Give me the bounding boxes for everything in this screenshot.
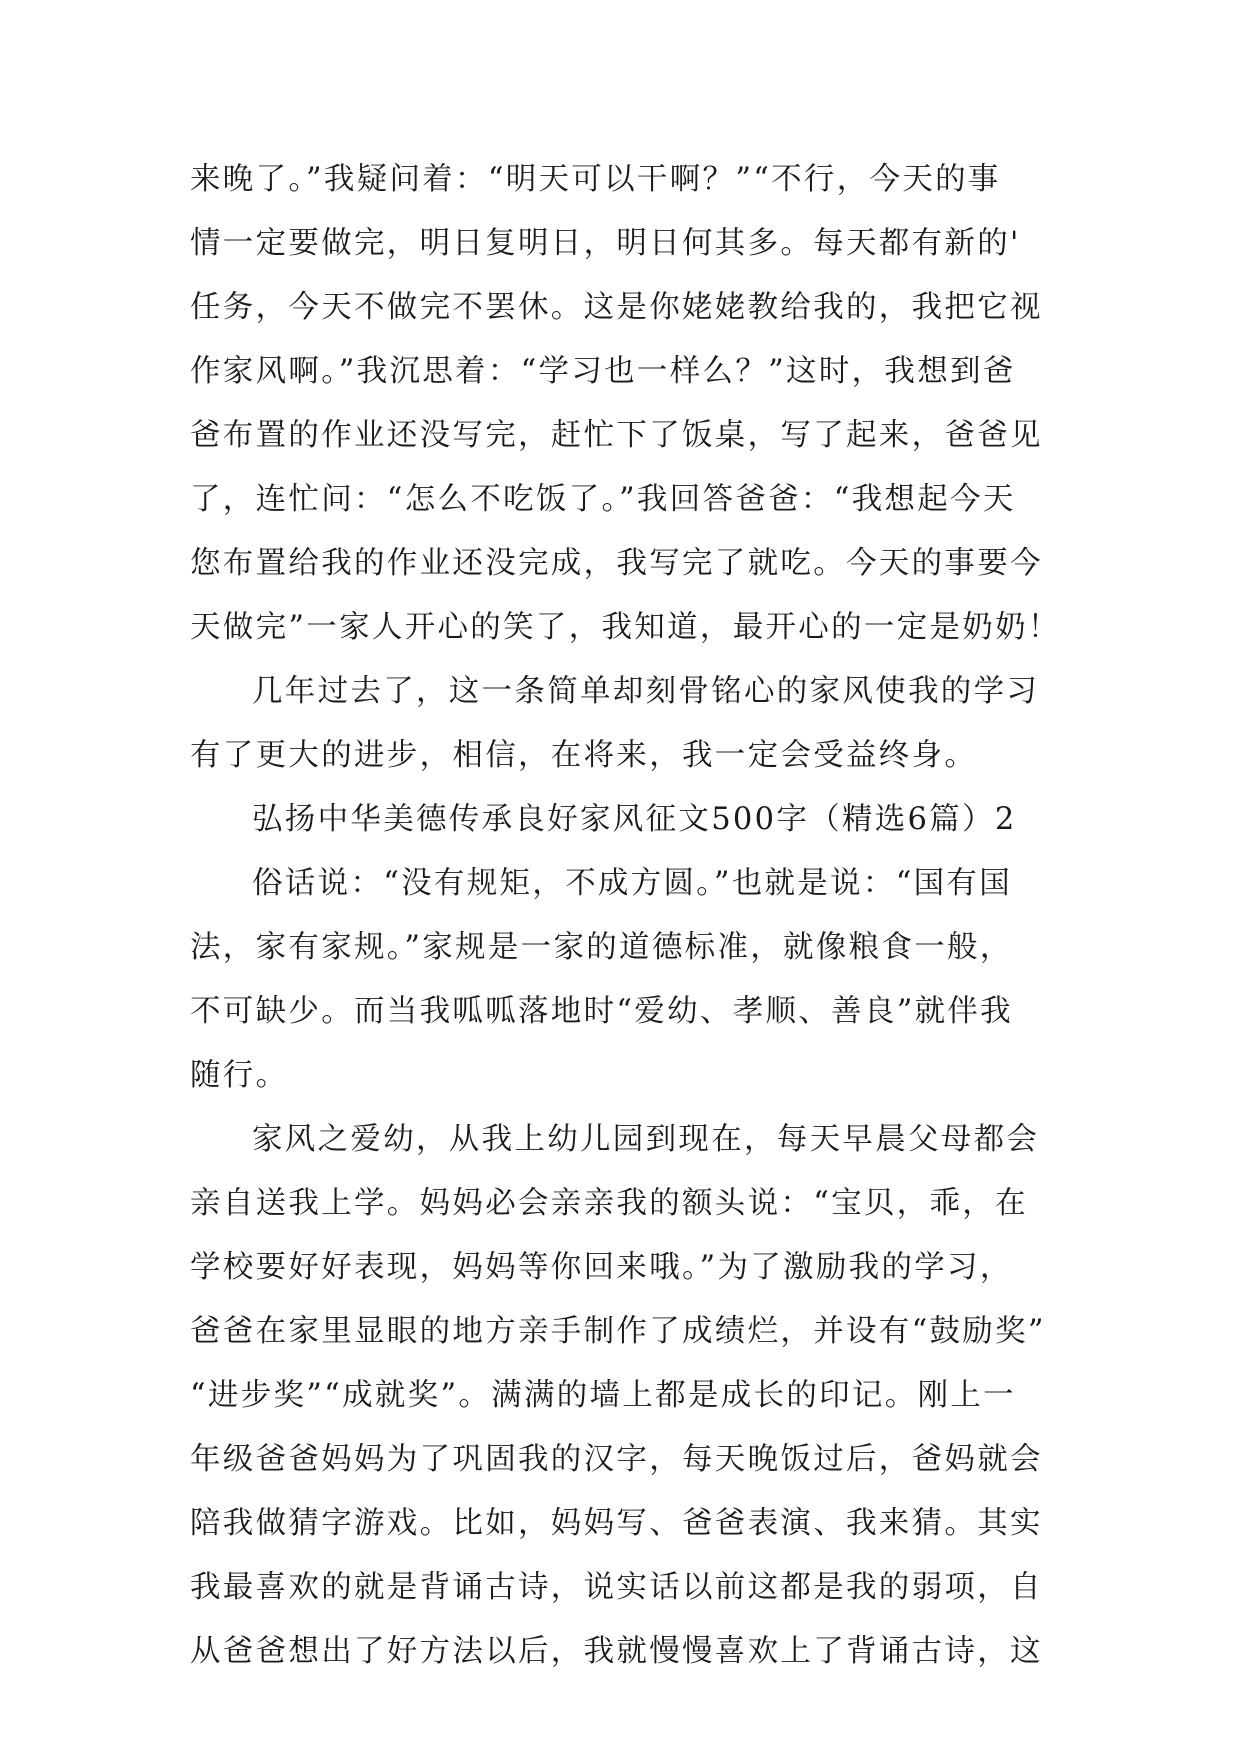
text-line-23: 我最喜欢的就是背诵古诗，说实话以前这都是我的弱项，自 [190,1570,1043,1605]
text-line-15: 随行。 [190,1058,289,1093]
text-line-6: 了，连忙问：“怎么不吃饭了。”我回答爸爸：“我想起今天 [190,482,1016,517]
text-line-2: 情一定要做完，明日复明日，明日何其多。每天都有新的' [190,226,1021,261]
text-line-22: 陪我做猜字游戏。比如，妈妈写、爸爸表演、我来猜。其实 [190,1506,1043,1541]
text-line-24: 从爸爸想出了好方法以后，我就慢慢喜欢上了背诵古诗，这 [190,1634,1043,1669]
text-line-10: 有了更大的进步，相信，在将来，我一定会受益终身。 [190,738,978,773]
text-line-21: 年级爸爸妈妈为了巩固我的汉字，每天晚饭过后，爸妈就会 [190,1442,1043,1477]
text-line-16: 家风之爱幼，从我上幼儿园到现在，每天早晨父母都会 [252,1122,1040,1157]
text-line-12: 俗话说：“没有规矩，不成方圆。”也就是说：“国有国 [252,866,1013,901]
section-heading: 弘扬中华美德传承良好家风征文500字（精选6篇）2 [252,802,1017,837]
text-line-18: 学校要好好表现，妈妈等你回来哦。”为了激励我的学习， [190,1250,1013,1285]
text-line-3: 任务，今天不做完不罢休。这是你姥姥教给我的，我把它视 [190,290,1043,325]
text-line-4: 作家风啊。”我沉思着：“学习也一样么？”这时，我想到爸 [190,354,1016,389]
text-line-17: 亲自送我上学。妈妈必会亲亲我的额头说：“宝贝，乖，在 [190,1186,1028,1221]
text-line-9: 几年过去了，这一条简单却刻骨铭心的家风使我的学习 [252,674,1040,709]
text-line-1: 来晚了。”我疑问着：“明天可以干啊？”“不行，今天的事 [190,162,1001,197]
text-line-5: 爸布置的作业还没写完，赶忙下了饭桌，写了起来，爸爸见 [190,418,1043,453]
document-page [190,148,1061,1684]
text-line-7: 您布置给我的作业还没完成，我写完了就吃。今天的事要今 [190,546,1043,581]
text-line-13: 法，家有家规。”家规是一家的道德标准，就像粮食一般， [190,930,1013,965]
text-line-20: “进步奖”“成就奖”。满满的墙上都是成长的印记。刚上一 [190,1378,1016,1413]
text-line-14: 不可缺少。而当我呱呱落地时“爱幼、孝顺、善良”就伴我 [190,994,1013,1029]
text-line-8: 天做完”一家人开心的笑了，我知道，最开心的一定是奶奶！ [190,610,1061,645]
text-line-19: 爸爸在家里显眼的地方亲手制作了成绩烂，并设有“鼓励奖” [190,1314,1046,1349]
